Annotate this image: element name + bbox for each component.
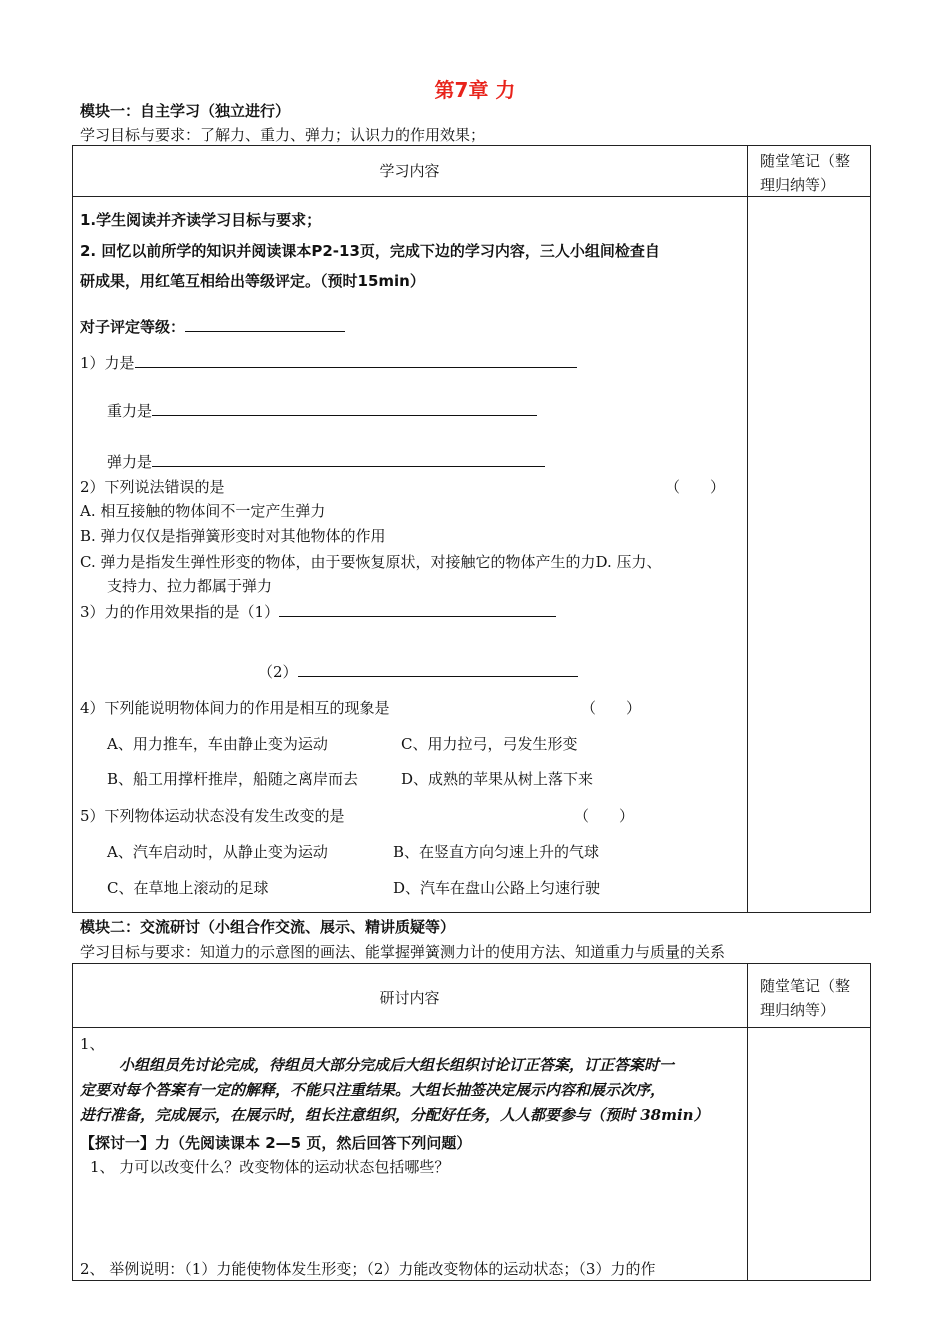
module1-col-content: 学习内容 (379, 162, 440, 180)
q5-option-b: B、在竖直方向匀速上升的气球 (393, 843, 600, 861)
module1-goal: 学习目标与要求：了解力、重力、弹力；认识力的作用效果； (80, 126, 486, 144)
step2-line2: 研成果，用红笔互相给出等级评定。（预时15min） (80, 272, 425, 290)
q4-option-a: A、用力推车，车由静止变为运动 (107, 735, 328, 753)
q4-option-b: B、船工用撑杆推岸，船随之离岸而去 (107, 770, 359, 788)
page-title: 第7章 力 (434, 78, 516, 102)
q1-elastic-label: 弹力是 (107, 453, 153, 471)
instruction-line1: 小组组员先讨论完成，待组员大部分完成后大组长组织讨论订正答案，订正答案时一 (119, 1056, 675, 1074)
q4-option-d: D、成熟的苹果从树上落下来 (401, 770, 594, 788)
q5-answer-paren: （ ） (574, 807, 635, 825)
q1-elastic-row (107, 451, 545, 472)
module2-heading: 模块二：交流研讨（小组合作交流、展示、精讲质疑等） (80, 918, 456, 936)
module1-col-notes-line1: 随堂笔记（整 (760, 152, 851, 170)
module1-column-divider (747, 145, 748, 913)
explore1-heading: 【探讨一】力（先阅读课本 2—5 页，然后回答下列问题） (80, 1134, 472, 1152)
q2-option-b: B. 弹力仅仅是指弹簧形变时对其他物体的作用 (80, 527, 386, 545)
q1-elastic-blank (152, 452, 545, 467)
step2-line1: 2. 回忆以前所学的知识并阅读课本P2-13页，完成下边的学习内容，三人小组间检查自 (80, 242, 660, 260)
module1-heading: 模块一：自主学习（独立进行） (80, 102, 291, 120)
q1-row (80, 352, 577, 373)
q4-option-c: C、用力拉弓，弓发生形变 (401, 735, 578, 753)
q2-option-c: C. 弹力是指发生弹性形变的物体，由于要恢复原状，对接触它的物体产生的力D. 压力、 (80, 553, 662, 571)
q3-blank-1 (279, 602, 556, 617)
q5-option-c: C、在草地上滚动的足球 (107, 879, 269, 897)
q1-gravity-blank (152, 401, 537, 416)
q2-option-a: A. 相互接触的物体间不一定产生弹力 (80, 502, 326, 520)
q4-stem: 4）下列能说明物体间力的作用是相互的现象是 (80, 699, 390, 717)
rating-blank (185, 317, 345, 332)
q3-row-2 (258, 661, 578, 682)
instruction-line3: 进行准备，完成展示，在展示时，组长注意组织，分配好任务，人人都要参与（预时 38min） (80, 1106, 709, 1124)
module2-col-notes-line1: 随堂笔记（整 (760, 977, 851, 995)
q1-label: 1）力是 (80, 354, 135, 372)
module1-header-divider (72, 196, 871, 197)
q3-label-2: （2） (258, 663, 298, 681)
instruction-line2: 定要对每个答案有一定的解释，不能只注重结果。大组长抽签决定展示内容和展示次序， (80, 1081, 666, 1099)
explore1-question1: 1、 力可以改变什么？改变物体的运动状态包括哪些？ (90, 1158, 450, 1176)
q1-gravity-label: 重力是 (107, 402, 153, 420)
q3-blank-2 (298, 662, 578, 677)
q4-answer-paren: （ ） (581, 699, 642, 717)
module2-column-divider (747, 963, 748, 1281)
q5-option-d: D、汽车在盘山公路上匀速行驶 (393, 879, 601, 897)
module2-item2: 2、 举例说明：（1）力能使物体发生形变；（2）力能改变物体的运动状态；（3）力的作 (80, 1260, 656, 1278)
q1-gravity-row (107, 400, 537, 421)
q2-answer-paren: （ ） (665, 478, 726, 496)
q1-blank (135, 353, 577, 368)
q5-option-a: A、汽车启动时，从静止变为运动 (107, 843, 328, 861)
module1-col-notes-line2: 理归纳等） (760, 176, 836, 194)
step1: 1.学生阅读并齐读学习目标与要求； (80, 211, 322, 229)
module2-col-content: 研讨内容 (379, 989, 440, 1007)
q5-stem: 5）下列物体运动状态没有发生改变的是 (80, 807, 345, 825)
rating-label: 对子评定等级： (80, 318, 186, 336)
module2-goal: 学习目标与要求：知道力的示意图的画法、能掌握弹簧测力计的使用方法、知道重力与质量的关系 (80, 943, 726, 961)
q3-row (80, 601, 556, 622)
q2-stem: 2）下列说法错误的是 (80, 478, 225, 496)
module2-col-notes-line2: 理归纳等） (760, 1001, 836, 1019)
rating-row (80, 316, 345, 337)
q2-option-c-cont: 支持力、拉力都属于弹力 (107, 577, 273, 595)
module2-header-divider (72, 1027, 871, 1028)
module2-item1-number: 1、 (80, 1035, 105, 1053)
q3-label: 3）力的作用效果指的是（1） (80, 603, 280, 621)
